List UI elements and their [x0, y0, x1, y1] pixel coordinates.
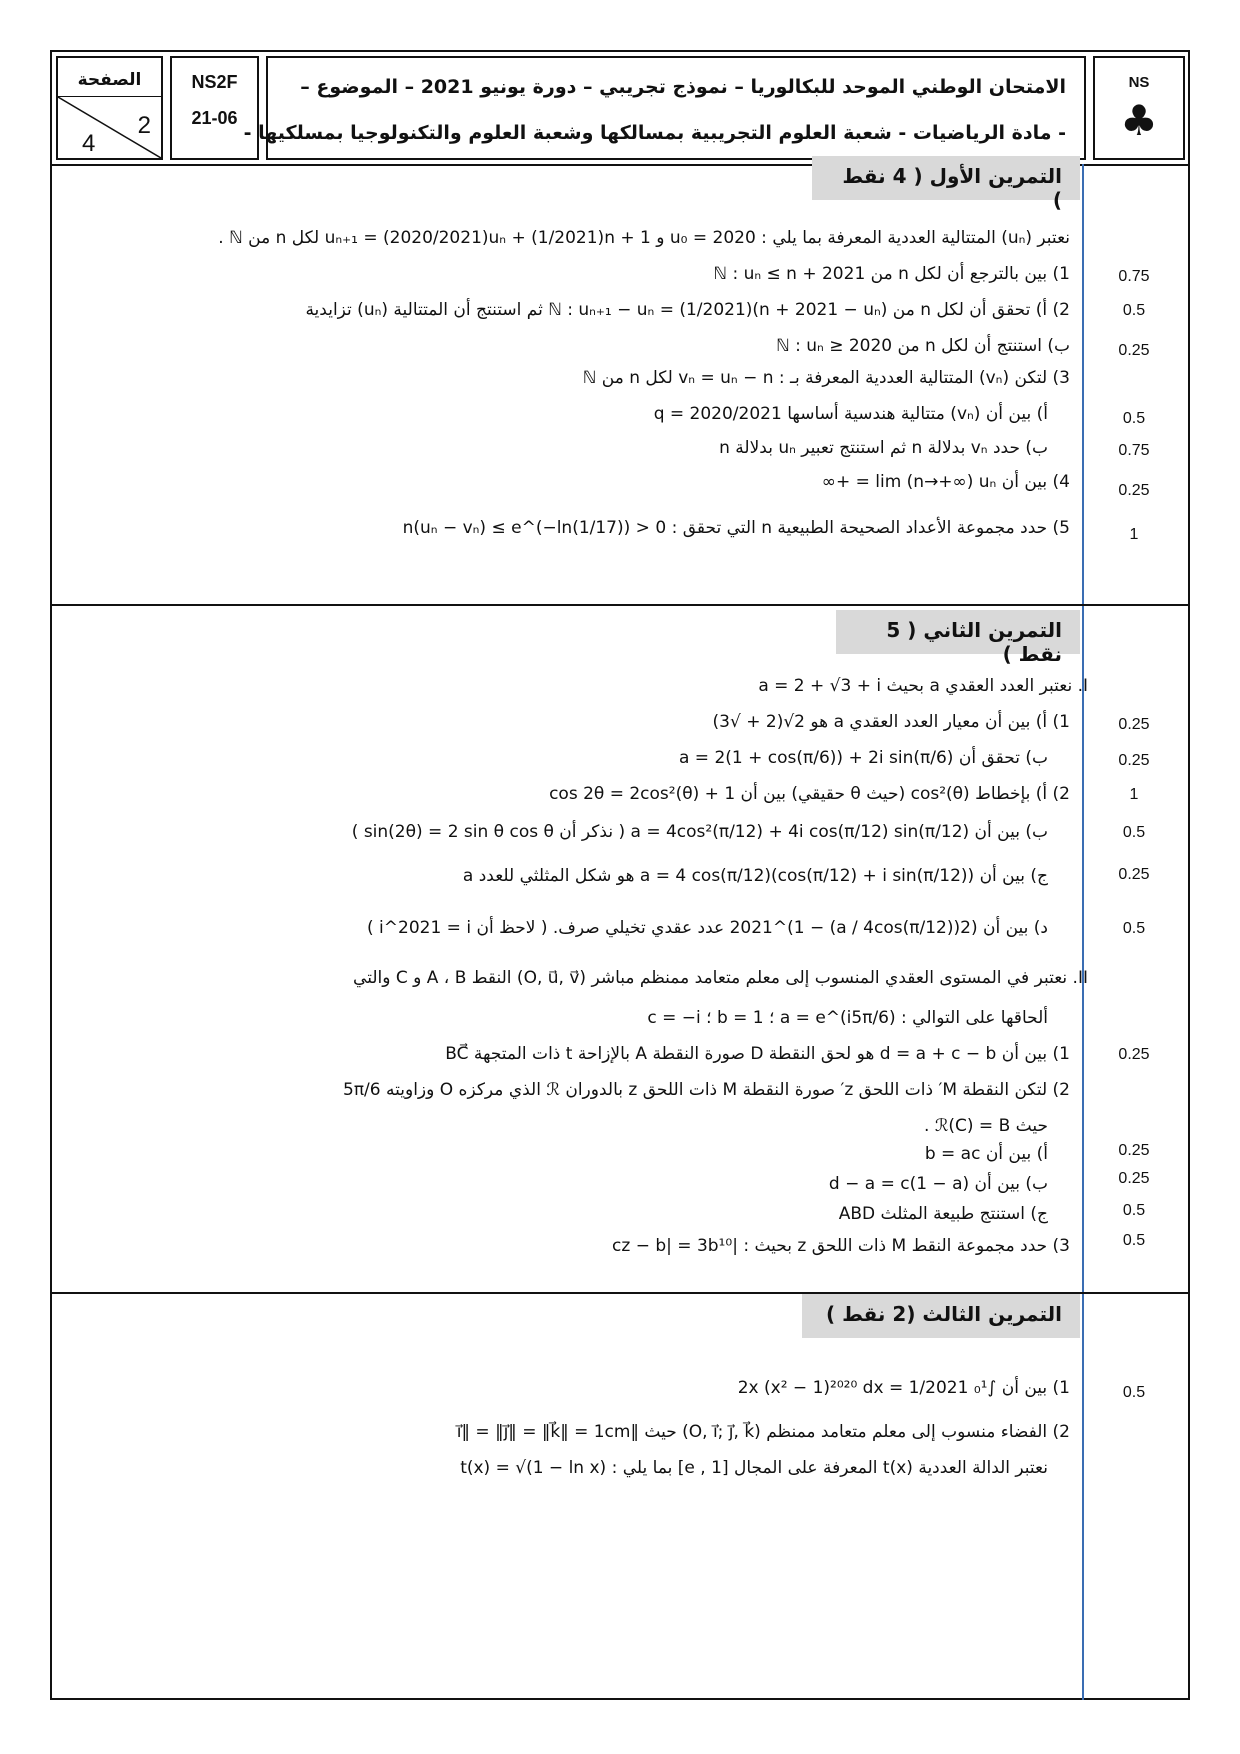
mark: 0.25	[1118, 752, 1150, 769]
page-label: الصفحة	[77, 70, 142, 90]
exercise2-II-2a: أ) بين أن b = ac	[924, 1144, 1048, 1164]
exercise2-II-2-condition: حيث ℛ(C) = B .	[924, 1116, 1048, 1136]
mark: 0.75	[1118, 268, 1150, 285]
exercise3-heading: التمرين الثالث (2 نقط )	[802, 1294, 1080, 1338]
exercise1-q4: 4) بين أن lim (n→+∞) uₙ = +∞	[821, 472, 1070, 492]
ns-box	[1093, 56, 1185, 160]
exercise1-heading: التمرين الأول ( 4 نقط )	[812, 156, 1080, 200]
mark: 0.5	[1122, 1202, 1146, 1219]
exercise3-q1: 1) بين أن ∫₀¹ 2x (x² − 1)²⁰²⁰ dx = 1/2021	[737, 1378, 1070, 1398]
mark: 1	[1129, 526, 1139, 543]
mark: 0.5	[1122, 1232, 1146, 1249]
club-icon: ♣	[1120, 96, 1158, 145]
exercise1-q5: 5) حدد مجموعة الأعداد الصحيحة الطبيعية n التي تحقق : 0 < n(uₙ − vₙ) ≤ e^(−ln(1/17))	[402, 518, 1070, 538]
exercise2-I-2a: 2) أ) بإخطاط cos²(θ) (حيث θ حقيقي) بين أن 1 + cos 2θ = 2cos²(θ)	[549, 784, 1070, 804]
mark: 0.25	[1118, 1170, 1150, 1187]
exam-title-box	[243, 56, 1086, 160]
mark: 0.5	[1122, 1384, 1146, 1401]
marks-column-divider	[1082, 164, 1084, 1700]
exercise2-II-2c: ج) استنتج طبيعة المثلث ABD	[838, 1204, 1048, 1224]
exercise2-I-1a: 1) أ) بين أن معيار العدد العقدي a هو 2√(2 + √3)	[712, 712, 1070, 732]
exam-title: الامتحان الوطني الموحد للبكالوريا – نموذج تجريبي – دورة يونيو 2021 – الموضوع –	[300, 76, 1066, 98]
exercise1-q2a: 2) أ) تحقق أن لكل n من ℕ : uₙ₊₁ − uₙ = (1/2021)(n + 2021 − uₙ) ثم استنتج أن المتتالية (uₙ) تزايدية	[305, 300, 1070, 320]
exercise2-II-2b: ب) بين أن d − a = c(1 − a)	[828, 1174, 1048, 1194]
mark: 1	[1129, 786, 1139, 803]
exercise2-II-affixes: ألحاقها على التوالي : a = e^(i5π/6) ؛ b = 1 ؛ c = −i	[647, 1008, 1048, 1028]
exercise1-intro: نعتبر (uₙ) المتتالية العددية المعرفة بما يلي : u₀ = 2020 و uₙ₊₁ = (2020/2021)uₙ + (1/2021)n + 1 لكل n من ℕ .	[218, 228, 1070, 248]
exam-code: NS2F	[191, 72, 238, 92]
mark: 0.5	[1122, 410, 1146, 427]
exercise2-II-2: 2) لتكن النقطة M′ ذات اللحق z′ صورة النقطة M ذات اللحق z بالدوران ℛ الذي مركزه O وزاويته 5π/6	[343, 1080, 1070, 1100]
exercise2-II-1: 1) بين أن d = a + c − b هو لحق النقطة D صورة النقطة A بالإزاحة t ذات المتجهة BC⃗	[445, 1044, 1070, 1064]
mark: 0.25	[1118, 866, 1150, 883]
exercise2-I-1b: ب) تحقق أن a = 2(1 + cos(π/6)) + 2i sin(π/6)	[678, 748, 1048, 768]
ns-label: NS	[1128, 74, 1150, 91]
exam-session-code: 21-06	[191, 108, 238, 128]
exam-header	[52, 52, 1188, 166]
exercise1-q3: 3) لتكن (vₙ) المتتالية العددية المعرفة بـ : vₙ = uₙ − n لكل n من ℕ	[582, 368, 1070, 388]
exercise1-q3a: أ) بين أن (vₙ) متتالية هندسية أساسها q = 2020/2021	[653, 404, 1048, 424]
exercise3-q2-function: نعتبر الدالة العددية t(x) المعرفة على المجال [1 , e] بما يلي : t(x) = √(1 − ln x)	[460, 1458, 1048, 1478]
exam-code-box	[170, 56, 259, 160]
mark: 0.25	[1118, 716, 1150, 733]
exercise2-I-2b: ب) بين أن a = 4cos²(π/12) + 4i cos(π/12) sin(π/12) ( نذكر أن sin(2θ) = 2 sin θ cos θ )	[351, 822, 1048, 842]
page-current: 2	[137, 112, 151, 139]
exercise1-q2b: ب) استنتج أن لكل n من ℕ : uₙ ≥ 2020	[776, 336, 1070, 356]
exercise2-I-2c: ج) بين أن a = 4 cos(π/12)(cos(π/12) + i sin(π/12)) هو شكل المثلثي للعدد a	[462, 866, 1048, 886]
mark: 0.5	[1122, 302, 1146, 319]
exercise1-q3b: ب) حدد vₙ بدلالة n ثم استنتج تعبير uₙ بدلالة n	[719, 438, 1048, 458]
mark: 0.5	[1122, 824, 1146, 841]
mark: 0.25	[1118, 1046, 1150, 1063]
exam-subject: - مادة الرياضيات - شعبة العلوم التجريبية بمسالكها وشعبة العلوم والتكنولوجيا بمسلكيها -	[243, 122, 1066, 144]
exercise2-II-intro: II. نعتبر في المستوى العقدي المنسوب إلى معلم متعامد ممنظم مباشر (O, u⃗, v⃗) النقط A ، B و C والتي	[353, 968, 1088, 988]
exercise2-I-intro: I. نعتبر العدد العقدي a بحيث a = 2 + √3 + i	[758, 676, 1088, 696]
exercise1-q1: 1) بين بالترجع أن لكل n من ℕ : uₙ ≤ n + 2021	[713, 264, 1070, 284]
exercise3-q2: 2) الفضاء منسوب إلى معلم متعامد ممنظم (O, i⃗; j⃗, k⃗) حيث ‖i⃗‖ = ‖j⃗‖ = ‖k⃗‖ = 1cm	[456, 1422, 1070, 1442]
mark: 0.25	[1118, 1142, 1150, 1159]
section-divider	[52, 604, 1188, 606]
mark: 0.5	[1122, 920, 1146, 937]
mark: 0.75	[1118, 442, 1150, 459]
exercise2-I-2d: د) بين أن (2(a / 4cos(π/12)) − 1)^2021 عدد عقدي تخيلي صرف. ( لاحظ أن i^2021 = i )	[367, 918, 1048, 938]
exercise2-heading: التمرين الثاني ( 5 نقط )	[836, 610, 1080, 654]
exercise2-II-3: 3) حدد مجموعة النقط M ذات اللحق z بحيث : |cz − b| = 3b¹⁰	[612, 1236, 1070, 1256]
mark: 0.25	[1118, 482, 1150, 499]
page-total: 4	[82, 130, 96, 157]
exam-page	[50, 50, 1190, 1700]
page-number-box	[56, 56, 163, 160]
mark: 0.25	[1118, 342, 1150, 359]
